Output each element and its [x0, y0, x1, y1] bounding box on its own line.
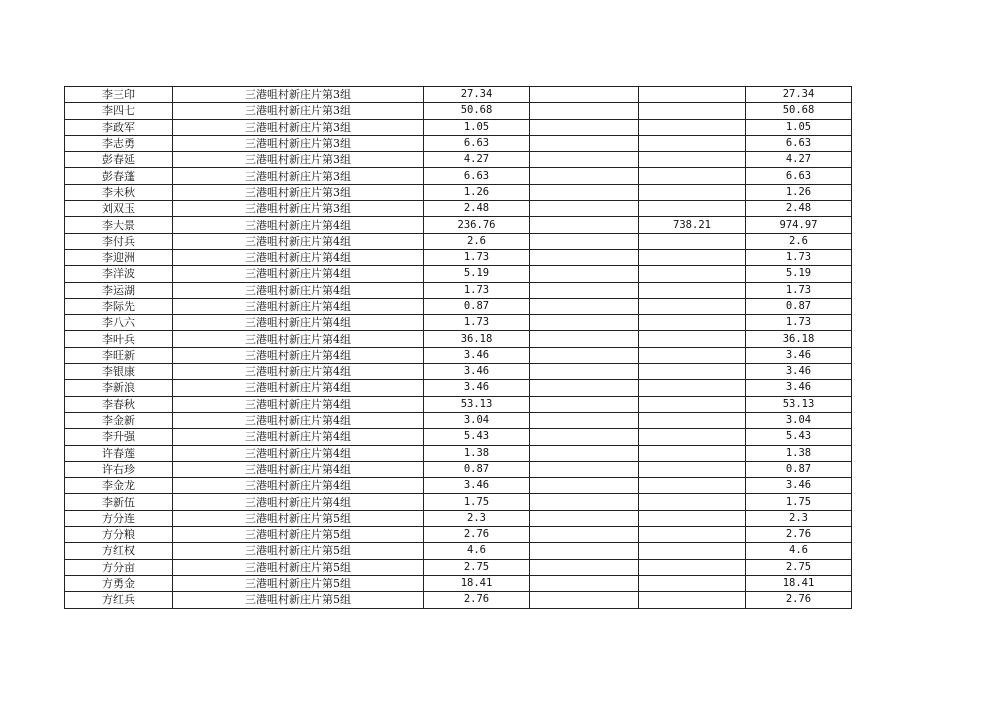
table-row — [65, 331, 852, 347]
table-row — [65, 266, 852, 282]
cell-name: 李付兵 — [65, 233, 173, 249]
cell-location: 三港咀村新庄片第3组 — [173, 135, 424, 151]
cell-col5 — [639, 103, 746, 119]
cell-col4 — [530, 217, 639, 233]
table-row — [65, 575, 852, 591]
cell-col4 — [530, 461, 639, 477]
cell-col4 — [530, 445, 639, 461]
cell-total: 5.19 — [746, 266, 852, 282]
cell-total: 2.48 — [746, 201, 852, 217]
cell-value: 2.6 — [424, 233, 530, 249]
cell-col4 — [530, 119, 639, 135]
cell-location: 三港咀村新庄片第4组 — [173, 380, 424, 396]
cell-value: 236.76 — [424, 217, 530, 233]
cell-name: 李未秋 — [65, 184, 173, 200]
cell-col5 — [639, 396, 746, 412]
table-row — [65, 445, 852, 461]
cell-name: 李旺新 — [65, 347, 173, 363]
cell-total: 4.27 — [746, 152, 852, 168]
cell-col5 — [639, 331, 746, 347]
table-row — [65, 87, 852, 103]
table-row — [65, 233, 852, 249]
cell-location: 三港咀村新庄片第5组 — [173, 575, 424, 591]
cell-location: 三港咀村新庄片第3组 — [173, 87, 424, 103]
cell-location: 三港咀村新庄片第4组 — [173, 282, 424, 298]
cell-name: 李升强 — [65, 429, 173, 445]
cell-total: 974.97 — [746, 217, 852, 233]
table-row — [65, 315, 852, 331]
table-body — [65, 87, 852, 609]
cell-total: 2.75 — [746, 559, 852, 575]
cell-name: 彭春延 — [65, 152, 173, 168]
cell-name: 彭春蓬 — [65, 168, 173, 184]
table-row — [65, 201, 852, 217]
cell-col4 — [530, 87, 639, 103]
cell-name: 李大景 — [65, 217, 173, 233]
cell-col5 — [639, 347, 746, 363]
table-row — [65, 217, 852, 233]
cell-col5 — [639, 282, 746, 298]
cell-col5 — [639, 315, 746, 331]
cell-col5 — [639, 135, 746, 151]
cell-location: 三港咀村新庄片第4组 — [173, 233, 424, 249]
cell-name: 李三印 — [65, 87, 173, 103]
cell-col5 — [639, 478, 746, 494]
cell-location: 三港咀村新庄片第4组 — [173, 494, 424, 510]
cell-col5 — [639, 233, 746, 249]
cell-value: 4.6 — [424, 543, 530, 559]
cell-name: 李金新 — [65, 412, 173, 428]
cell-name: 许春莲 — [65, 445, 173, 461]
cell-value: 5.19 — [424, 266, 530, 282]
cell-value: 1.26 — [424, 184, 530, 200]
cell-value: 1.73 — [424, 249, 530, 265]
table-row — [65, 152, 852, 168]
cell-location: 三港咀村新庄片第3组 — [173, 168, 424, 184]
cell-total: 2.3 — [746, 510, 852, 526]
cell-col5 — [639, 527, 746, 543]
cell-value: 1.05 — [424, 119, 530, 135]
cell-total: 53.13 — [746, 396, 852, 412]
cell-value: 3.46 — [424, 347, 530, 363]
cell-name: 李洋波 — [65, 266, 173, 282]
cell-location: 三港咀村新庄片第4组 — [173, 298, 424, 314]
table-row — [65, 347, 852, 363]
cell-value: 2.3 — [424, 510, 530, 526]
cell-col4 — [530, 103, 639, 119]
cell-name: 李叶兵 — [65, 331, 173, 347]
cell-total: 50.68 — [746, 103, 852, 119]
cell-value: 18.41 — [424, 575, 530, 591]
cell-col5 — [639, 87, 746, 103]
cell-name: 方红兵 — [65, 592, 173, 608]
cell-col5 — [639, 249, 746, 265]
cell-col4 — [530, 184, 639, 200]
cell-col5 — [639, 364, 746, 380]
cell-value: 36.18 — [424, 331, 530, 347]
cell-location: 三港咀村新庄片第4组 — [173, 249, 424, 265]
cell-name: 方分亩 — [65, 559, 173, 575]
cell-col5 — [639, 510, 746, 526]
cell-col4 — [530, 315, 639, 331]
table-row — [65, 510, 852, 526]
cell-col4 — [530, 233, 639, 249]
cell-name: 许右珍 — [65, 461, 173, 477]
cell-col4 — [530, 592, 639, 608]
cell-col4 — [530, 168, 639, 184]
cell-location: 三港咀村新庄片第5组 — [173, 510, 424, 526]
cell-col5 — [639, 429, 746, 445]
table-row — [65, 364, 852, 380]
table-row — [65, 412, 852, 428]
table-row — [65, 249, 852, 265]
table-row — [65, 380, 852, 396]
cell-name: 李金龙 — [65, 478, 173, 494]
cell-col4 — [530, 249, 639, 265]
cell-col5 — [639, 298, 746, 314]
cell-col5 — [639, 168, 746, 184]
cell-value: 6.63 — [424, 135, 530, 151]
cell-name: 李政军 — [65, 119, 173, 135]
cell-total: 1.75 — [746, 494, 852, 510]
cell-total: 2.76 — [746, 527, 852, 543]
cell-name: 李迎洲 — [65, 249, 173, 265]
cell-total: 1.05 — [746, 119, 852, 135]
cell-col4 — [530, 429, 639, 445]
cell-location: 三港咀村新庄片第4组 — [173, 217, 424, 233]
table-row — [65, 527, 852, 543]
cell-total: 3.46 — [746, 380, 852, 396]
cell-col5 — [639, 184, 746, 200]
cell-value: 0.87 — [424, 298, 530, 314]
cell-col5 — [639, 445, 746, 461]
table-row — [65, 461, 852, 477]
cell-value: 1.38 — [424, 445, 530, 461]
cell-location: 三港咀村新庄片第5组 — [173, 592, 424, 608]
cell-value: 2.48 — [424, 201, 530, 217]
cell-col4 — [530, 494, 639, 510]
cell-total: 27.34 — [746, 87, 852, 103]
cell-col4 — [530, 380, 639, 396]
cell-location: 三港咀村新庄片第4组 — [173, 396, 424, 412]
cell-location: 三港咀村新庄片第4组 — [173, 461, 424, 477]
cell-value: 0.87 — [424, 461, 530, 477]
cell-total: 4.6 — [746, 543, 852, 559]
cell-col5 — [639, 559, 746, 575]
cell-name: 李八六 — [65, 315, 173, 331]
cell-name: 方勇金 — [65, 575, 173, 591]
cell-total: 1.73 — [746, 315, 852, 331]
cell-col4 — [530, 298, 639, 314]
cell-value: 2.75 — [424, 559, 530, 575]
cell-total: 6.63 — [746, 168, 852, 184]
cell-value: 6.63 — [424, 168, 530, 184]
table-row — [65, 103, 852, 119]
cell-total: 5.43 — [746, 429, 852, 445]
cell-col4 — [530, 135, 639, 151]
cell-total: 1.26 — [746, 184, 852, 200]
table-row — [65, 429, 852, 445]
cell-total: 1.73 — [746, 249, 852, 265]
cell-name: 方分粮 — [65, 527, 173, 543]
cell-location: 三港咀村新庄片第4组 — [173, 364, 424, 380]
cell-col5 — [639, 201, 746, 217]
cell-col5 — [639, 575, 746, 591]
cell-location: 三港咀村新庄片第5组 — [173, 527, 424, 543]
cell-location: 三港咀村新庄片第4组 — [173, 315, 424, 331]
cell-value: 2.76 — [424, 592, 530, 608]
cell-value: 3.46 — [424, 364, 530, 380]
cell-total: 3.46 — [746, 364, 852, 380]
cell-col4 — [530, 510, 639, 526]
cell-col5 — [639, 494, 746, 510]
cell-name: 李四七 — [65, 103, 173, 119]
cell-location: 三港咀村新庄片第4组 — [173, 266, 424, 282]
cell-location: 三港咀村新庄片第3组 — [173, 119, 424, 135]
cell-location: 三港咀村新庄片第5组 — [173, 543, 424, 559]
cell-name: 李春秋 — [65, 396, 173, 412]
cell-col5 — [639, 152, 746, 168]
cell-location: 三港咀村新庄片第4组 — [173, 331, 424, 347]
cell-location: 三港咀村新庄片第3组 — [173, 184, 424, 200]
table-row — [65, 298, 852, 314]
cell-col4 — [530, 152, 639, 168]
table-row — [65, 396, 852, 412]
cell-location: 三港咀村新庄片第5组 — [173, 559, 424, 575]
cell-name: 李银康 — [65, 364, 173, 380]
cell-name: 李志勇 — [65, 135, 173, 151]
cell-location: 三港咀村新庄片第4组 — [173, 412, 424, 428]
cell-total: 2.6 — [746, 233, 852, 249]
table-row — [65, 543, 852, 559]
cell-location: 三港咀村新庄片第4组 — [173, 478, 424, 494]
data-table — [64, 86, 852, 609]
cell-value: 3.04 — [424, 412, 530, 428]
cell-total: 2.76 — [746, 592, 852, 608]
cell-value: 1.75 — [424, 494, 530, 510]
cell-total: 1.38 — [746, 445, 852, 461]
cell-total: 36.18 — [746, 331, 852, 347]
table-row — [65, 135, 852, 151]
cell-col4 — [530, 282, 639, 298]
cell-name: 李运湖 — [65, 282, 173, 298]
cell-location: 三港咀村新庄片第4组 — [173, 429, 424, 445]
cell-value: 1.73 — [424, 282, 530, 298]
cell-value: 27.34 — [424, 87, 530, 103]
cell-name: 李新浪 — [65, 380, 173, 396]
cell-col4 — [530, 575, 639, 591]
cell-col4 — [530, 412, 639, 428]
cell-total: 3.46 — [746, 478, 852, 494]
cell-col5 — [639, 592, 746, 608]
table-row — [65, 282, 852, 298]
cell-value: 3.46 — [424, 478, 530, 494]
cell-col4 — [530, 396, 639, 412]
cell-value: 50.68 — [424, 103, 530, 119]
cell-location: 三港咀村新庄片第3组 — [173, 152, 424, 168]
cell-total: 0.87 — [746, 461, 852, 477]
cell-col5 — [639, 412, 746, 428]
cell-col5 — [639, 119, 746, 135]
cell-location: 三港咀村新庄片第4组 — [173, 445, 424, 461]
cell-name: 方分连 — [65, 510, 173, 526]
cell-col4 — [530, 543, 639, 559]
cell-location: 三港咀村新庄片第3组 — [173, 201, 424, 217]
table-row — [65, 478, 852, 494]
cell-col4 — [530, 201, 639, 217]
cell-col4 — [530, 478, 639, 494]
cell-value: 5.43 — [424, 429, 530, 445]
cell-location: 三港咀村新庄片第3组 — [173, 103, 424, 119]
cell-col5 — [639, 543, 746, 559]
table-row — [65, 559, 852, 575]
cell-name: 李际先 — [65, 298, 173, 314]
cell-value: 2.76 — [424, 527, 530, 543]
cell-col4 — [530, 266, 639, 282]
cell-value: 3.46 — [424, 380, 530, 396]
cell-col4 — [530, 364, 639, 380]
cell-value: 4.27 — [424, 152, 530, 168]
cell-total: 3.46 — [746, 347, 852, 363]
cell-col5 — [639, 380, 746, 396]
table-row — [65, 119, 852, 135]
table-row — [65, 184, 852, 200]
cell-col5: 738.21 — [639, 217, 746, 233]
cell-name: 李新伍 — [65, 494, 173, 510]
cell-total: 6.63 — [746, 135, 852, 151]
table-row — [65, 592, 852, 608]
cell-total: 1.73 — [746, 282, 852, 298]
cell-value: 1.73 — [424, 315, 530, 331]
cell-col5 — [639, 461, 746, 477]
table-row — [65, 494, 852, 510]
cell-col4 — [530, 331, 639, 347]
cell-value: 53.13 — [424, 396, 530, 412]
cell-name: 方红权 — [65, 543, 173, 559]
cell-name: 刘双玉 — [65, 201, 173, 217]
cell-location: 三港咀村新庄片第4组 — [173, 347, 424, 363]
cell-total: 18.41 — [746, 575, 852, 591]
table-row — [65, 168, 852, 184]
cell-col4 — [530, 527, 639, 543]
cell-total: 3.04 — [746, 412, 852, 428]
cell-col4 — [530, 559, 639, 575]
cell-total: 0.87 — [746, 298, 852, 314]
cell-col5 — [639, 266, 746, 282]
cell-col4 — [530, 347, 639, 363]
